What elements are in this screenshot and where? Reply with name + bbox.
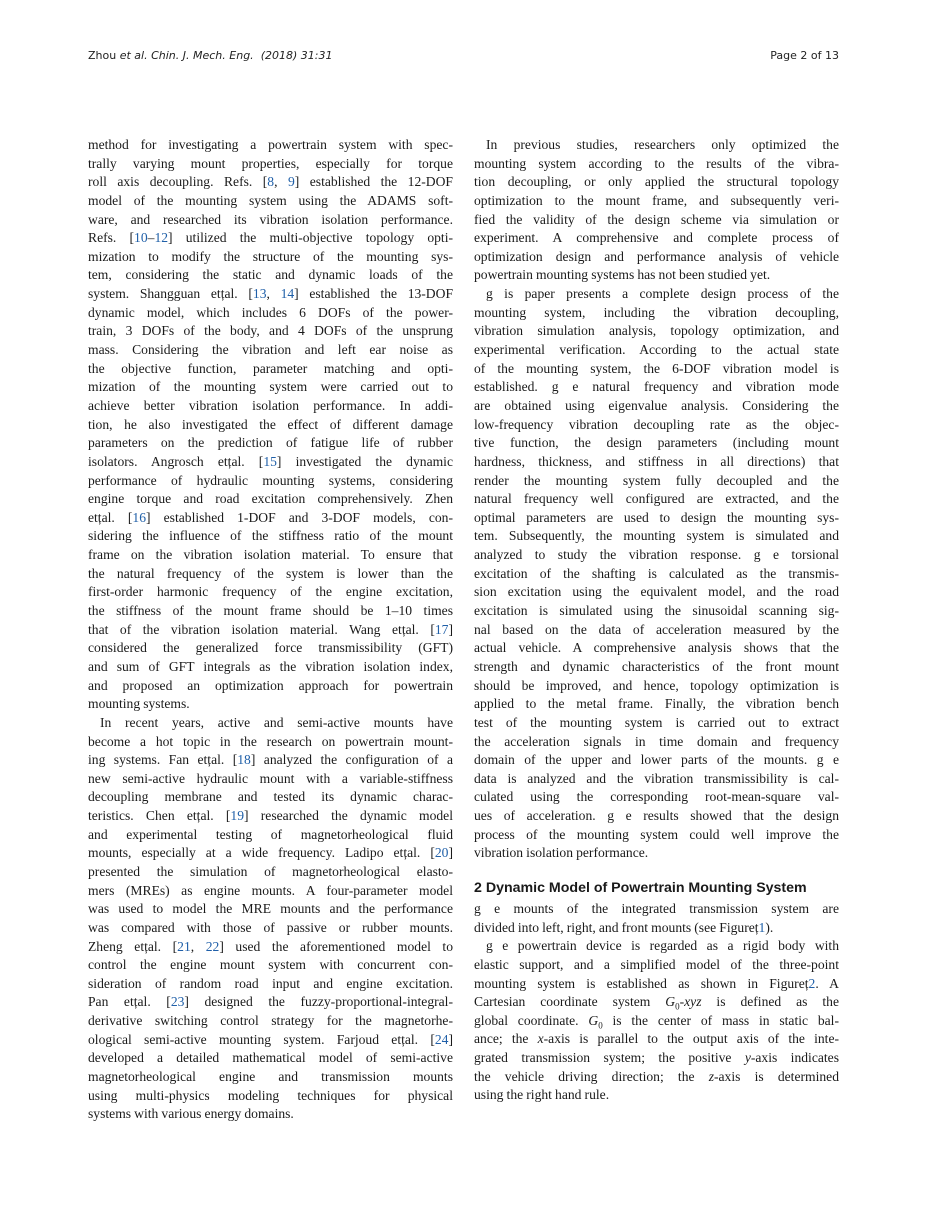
text-line: magnetorheological engine and transmission mounts (88, 1069, 453, 1085)
text-line: and experimental testing of magnetorheological fluid (88, 826, 453, 842)
text-line: ing systems. Fan etțal. [18] analyzed the configuration of a (88, 752, 453, 768)
text-line: experimental verification. According to the actual state (474, 342, 839, 358)
text-line: the stiffness of the mount frame should be 1–10 times (88, 603, 453, 619)
text-line: global coordinate. $G_0$ is the center of mass in static bal- (474, 1012, 839, 1031)
text-line: Cartesian coordinate system $G_0$-xyz is defined as the (474, 994, 840, 1012)
text-line: In previous studies, researchers only optimized the (486, 137, 839, 152)
text-line: vibration simulation analysis, topology optimization, and (474, 323, 839, 339)
text-line: domain of the upper and lower parts of the mounts. g e (474, 752, 839, 768)
text-line: actual vehicle. A comprehensive analysis shows that the (474, 640, 839, 656)
text-line: ance; the x-axis is parallel to the output axis of the inte- (474, 1031, 839, 1047)
text-line: g e mounts of the integrated transmission system are (474, 900, 839, 916)
text-line: ware, and researched its vibration isolation performance. (88, 211, 453, 227)
text-line: of the mounting system, the 6-DOF vibration model is (474, 360, 839, 376)
text-line: established. g e natural frequency and vibration mode (474, 379, 839, 395)
text-line: experiment. A comprehensive and complete process of (474, 230, 839, 246)
text-line: using multi-physics modeling techniques for physical (88, 1087, 453, 1103)
text-line: low-frequency vibration decoupling rate as the objec- (474, 416, 839, 432)
header-etal: et al. (119, 49, 148, 62)
text-line: optimization to the mount frame, and subsequently veri- (474, 192, 839, 208)
text-line: considered the generalized force transmissibility (GFT) (88, 640, 453, 656)
text-line: divided into left, right, and front mounts (see Figureț1). (474, 919, 774, 935)
paragraph (474, 900, 839, 937)
text-line: decoupling membrane and tested its dynamic charac- (88, 789, 453, 805)
text-line: g is paper presents a complete design process of the (486, 286, 839, 302)
text-line: fied the validity of the design scheme via simulation or (474, 211, 839, 227)
text-line: dynamic model, which includes 6 DOFs of the power- (88, 304, 453, 320)
text-line: mization of the mounting system were carried out to (88, 379, 453, 395)
text-line: derivative switching control strategy for the magnetorhe- (88, 1013, 453, 1029)
text-line: new semi-active hydraulic mount with a variable-stiffness (88, 770, 453, 786)
text-line: mounts, especially at a wide frequency. Ladipo etțal. [20] (88, 845, 453, 861)
section-heading: 2 Dynamic Model of Powertrain Mounting System (474, 879, 807, 896)
text-line: mounting system, including the vibration decoupling, (474, 304, 839, 320)
text-line: was compared with those of passive or rubber mounts. (88, 919, 453, 935)
text-line: hardness, thickness, and stiffness in all directions) that (474, 453, 839, 469)
text-line: tion, he also investigated the effect of different damage (88, 416, 453, 432)
text-line: strength and dynamic characteristics of the front mount (474, 658, 839, 674)
paragraph (88, 714, 453, 1124)
text-line: applied to the metal frame. Finally, the vibration bench (474, 696, 839, 712)
text-line: sideration of random road input and engine excitation. (88, 975, 453, 991)
text-line: control the engine mount system with concurrent con- (88, 957, 453, 973)
header-year-volume: (2018) 31:31 (260, 49, 333, 62)
text-line: In recent years, active and semi-active mounts have (100, 714, 453, 730)
text-line: systems with various energy domains. (88, 1106, 294, 1122)
text-line: powertrain mounting systems has not been studied yet. (474, 267, 771, 283)
text-line: tion decoupling, or only applied the structural topology (474, 174, 839, 190)
text-line: that of the vibration isolation material. Wang etțal. [17] (88, 621, 453, 637)
text-line: first-order harmonic frequency of the engine excitation, (88, 584, 453, 600)
text-line: render the mounting system fully decoupled and the (474, 472, 839, 488)
text-line: method for investigating a powertrain system with spec- (88, 137, 453, 152)
left-column (88, 136, 453, 1124)
text-line: engine torque and road excitation comprehensively. Zhen (88, 491, 453, 507)
text-line: elastic support, and a simplified model of the three-point (474, 956, 839, 972)
text-line: the acceleration signals in time domain and frequency (474, 733, 839, 749)
text-line: developed a detailed mathematical model of semi-active (88, 1050, 453, 1066)
paragraph (88, 136, 453, 714)
text-line: excitation is simulated using the sinusoidal scanning sig- (474, 603, 839, 619)
text-line: culated using the corresponding root-mean-square val- (474, 789, 839, 805)
text-line: data is analyzed and the vibration transmissibility is cal- (474, 770, 839, 786)
paragraph (474, 937, 839, 1105)
text-line: optimal parameters are used to design the mounting sys- (474, 509, 839, 525)
text-line: mization to modify the structure of the mounting sys- (88, 248, 453, 264)
text-line: g e powertrain device is regarded as a rigid body with (486, 938, 839, 954)
text-line: frame on the vibration isolation material. To ensure that (88, 547, 453, 563)
text-line: are obtained using eigenvalue analysis. Considering the (474, 397, 839, 413)
text-line: tive function, the design parameters (including mount (474, 435, 839, 451)
text-line: become a hot topic in the research on powertrain mount- (88, 733, 453, 749)
text-line: tem, considering the static and dynamic loads of the (88, 267, 453, 283)
header-journal: Chin. J. Mech. Eng. (151, 49, 254, 62)
text-line: trally varying mount properties, especially for torque (88, 155, 453, 171)
text-line: and sum of GFT integrals as the vibration isolation index, (88, 658, 453, 674)
text-line: mounting system is established as shown in Figureț2. A (474, 975, 839, 991)
paragraph (474, 285, 839, 863)
text-line: sion excitation using the equivalent model, and the road (474, 584, 839, 600)
text-line: excitation of the shafting is calculated as the transmis- (474, 565, 839, 581)
text-line: roll axis decoupling. Refs. [8, 9] established the 12-DOF (88, 174, 453, 190)
paragraph (474, 136, 839, 285)
text-line: presented the simulation of magnetorheological elasto- (88, 863, 453, 879)
text-line: nal based on the data of acceleration measured by the (474, 621, 839, 637)
text-line: system. Shangguan etțal. [13, 14] established the 13-DOF (88, 286, 454, 302)
text-line: tem. Subsequently, the mounting system is simulated and (474, 528, 839, 544)
text-line: process of the mounting system could well improve the (474, 826, 839, 842)
text-line: Refs. [10–12] utilized the multi-objective topology opti- (88, 230, 453, 246)
text-line: sidering the influence of the stiffness ratio of the mount (88, 528, 453, 544)
text-line: achieve better vibration isolation performance. In addi- (88, 397, 453, 413)
text-line: natural frequency well configured are extracted, and the (474, 491, 839, 507)
text-line: analyzed to study the vibration response. g e torsional (474, 547, 839, 563)
right-column (474, 136, 839, 1105)
header-author: Zhou (88, 49, 117, 62)
text-line: isolators. Angrosch etțal. [15] investigated the dynamic (88, 453, 453, 469)
text-line: should be improved, and hence, topology optimization is (474, 677, 839, 693)
text-line: mass. Considering the vibration and left ear noise as (88, 342, 453, 358)
text-line: vibration isolation performance. (474, 845, 649, 861)
text-line: was used to model the MRE mounts and the performance (88, 901, 453, 917)
text-line: and proposed an optimization approach for powertrain (88, 677, 453, 693)
text-line: etțal. [16] established 1-DOF and 3-DOF models, con- (88, 509, 453, 525)
text-line: test of the mounting system is carried out to extract (474, 714, 839, 730)
text-line: using the right hand rule. (474, 1087, 610, 1103)
text-line: the natural frequency of the system is lower than the (88, 565, 453, 581)
text-line: teristics. Chen etțal. [19] researched the dynamic model (88, 808, 453, 824)
text-line: grated transmission system; the positive y-axis indicates (474, 1050, 840, 1066)
text-line: Pan etțal. [23] designed the fuzzy-proportional-integral- (88, 994, 453, 1010)
text-line: the vehicle driving direction; the z-axis is determined (474, 1068, 839, 1084)
text-line: optimization design and performance analysis of vehicle (474, 248, 839, 264)
text-line: mounting system according to the results of the vibra- (474, 155, 839, 171)
text-line: train, 3 DOFs of the body, and 4 DOFs of the unsprung (88, 323, 453, 339)
text-line: model of the mounting system using the ADAMS soft- (88, 192, 453, 208)
running-header (88, 49, 332, 62)
text-line: performance of hydraulic mounting systems, considering (88, 472, 453, 488)
page-number: Page 2 of 13 (770, 49, 839, 62)
text-line: ological semi-active mounting system. Farjoud etțal. [24] (88, 1031, 453, 1047)
text-line: mers (MREs) as engine mounts. A four-parameter model (88, 882, 453, 898)
text-line: mounting systems. (88, 696, 190, 712)
text-line: Zheng etțal. [21, 22] used the aforementioned model to (88, 938, 454, 954)
text-line: the objective function, parameter matching and opti- (88, 360, 453, 376)
text-line: ues of acceleration. g e results showed that the design (474, 808, 839, 824)
text-line: parameters on the prediction of fatigue life of rubber (88, 435, 453, 451)
